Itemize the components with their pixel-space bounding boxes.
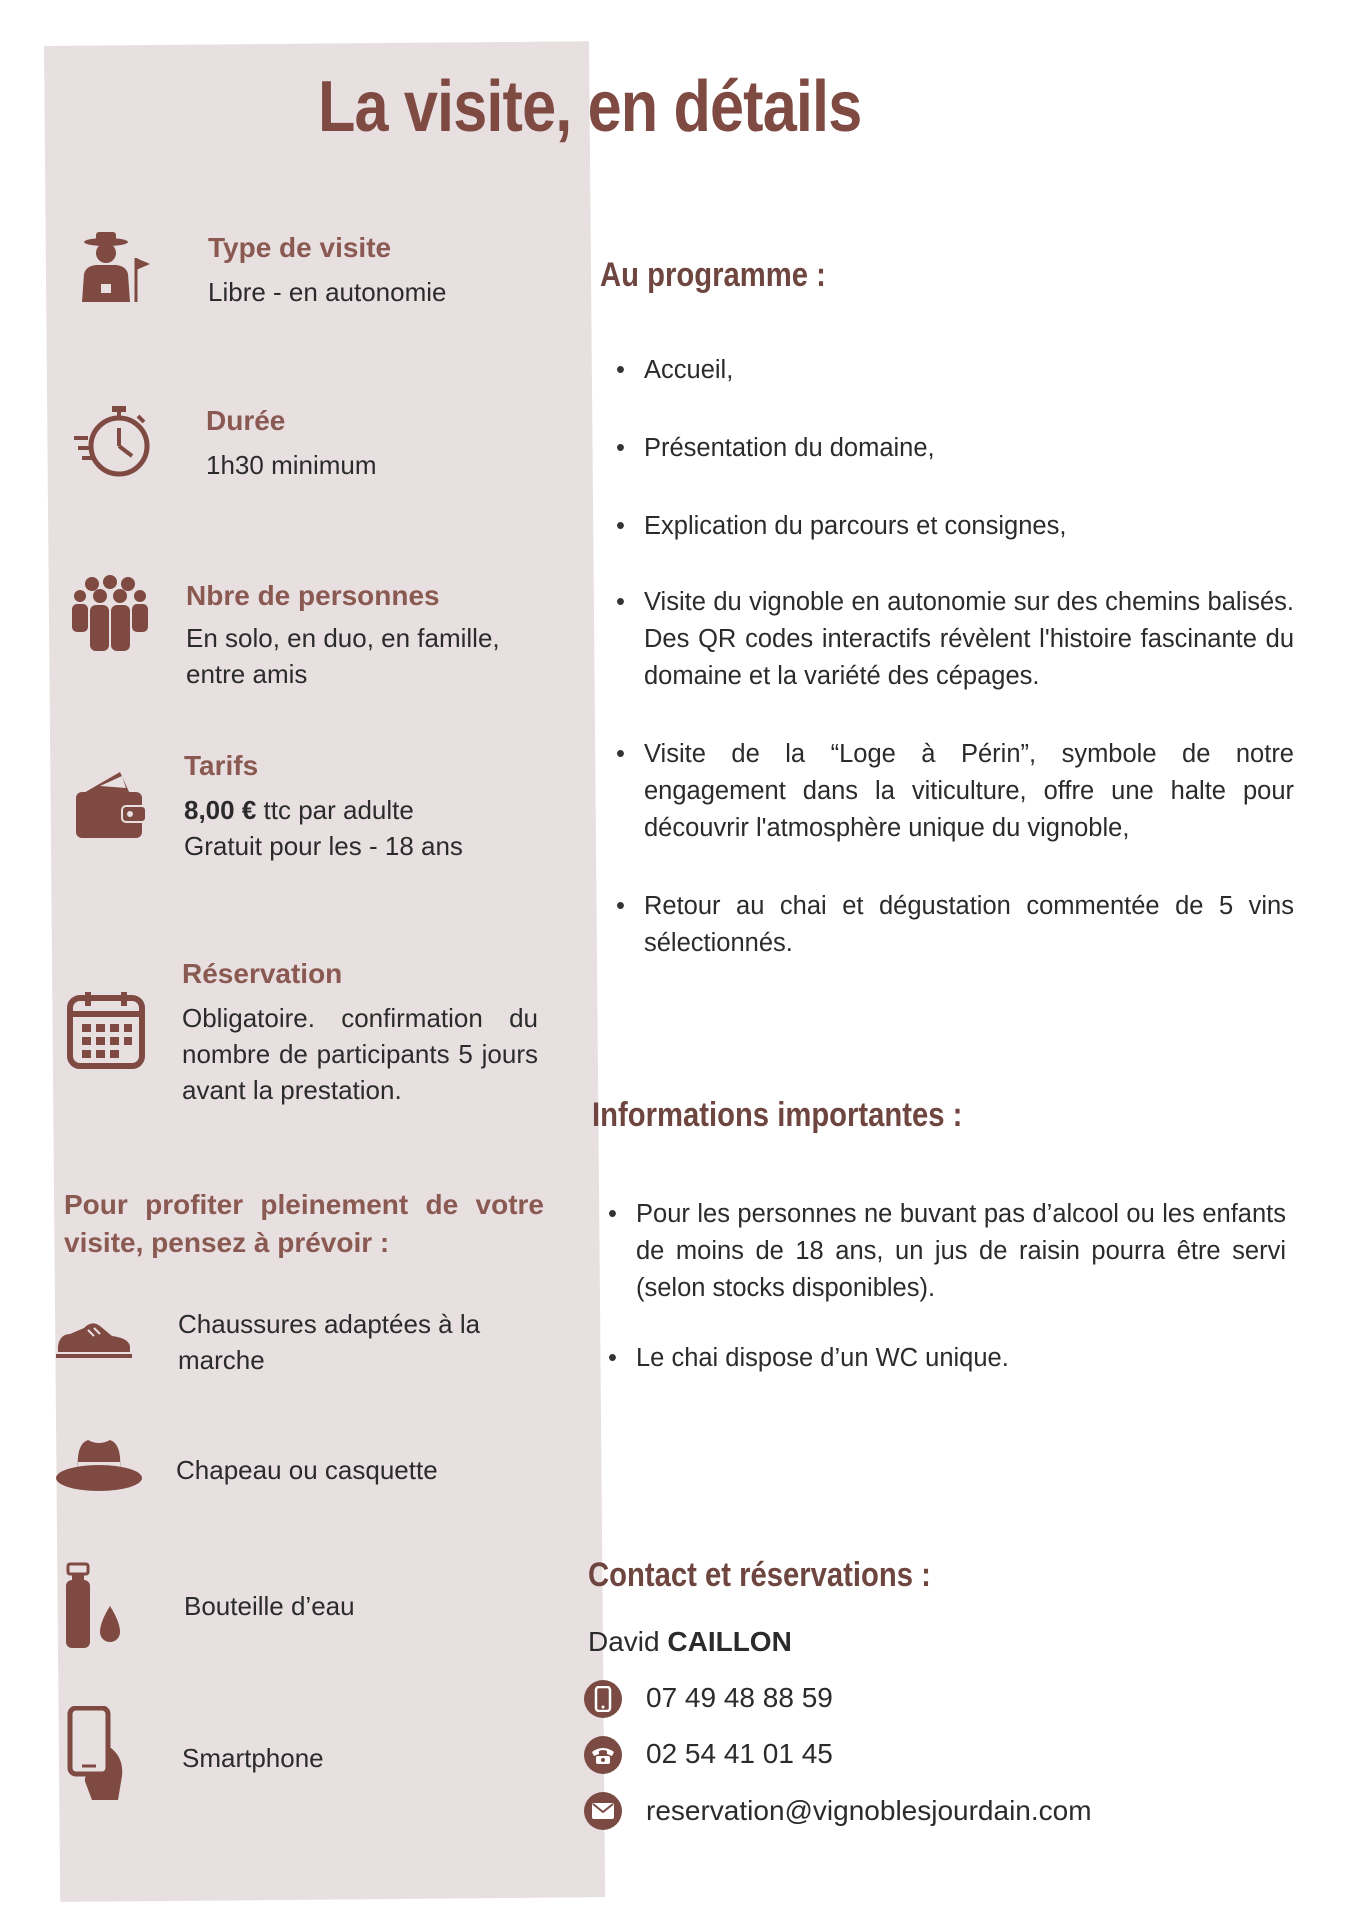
contact-phone[interactable]: 02 54 41 01 45 (646, 1738, 833, 1769)
visit-type-value: Libre - en autonomie (208, 277, 447, 307)
reservation-value: Obligatoire. confirmation du nombre de participants 5 jours avant la prestation. (182, 1003, 538, 1105)
prevoir-item-shoes: Chaussures adaptées à la marche (178, 1309, 481, 1375)
prevoir-item-bottle: Bouteille d’eau (184, 1591, 355, 1621)
group-icon (70, 574, 150, 654)
hat-icon (54, 1436, 144, 1496)
contact-title: Contact et réservations : (588, 1556, 931, 1594)
calendar-icon (66, 990, 146, 1070)
visit-type-heading: Type de visite (208, 232, 392, 263)
list-item: • Pour les personnes ne buvant pas d’alcool ou les enfants de moins de 18 ans, un jus de raisin pourra être servi (selon stocks disponibles). (636, 1196, 1286, 1307)
duration-heading: Durée (206, 405, 286, 436)
group-value: En solo, en duo, en famille, entre amis (186, 623, 500, 689)
stopwatch-icon (72, 402, 152, 482)
list-item: • Le chai dispose d’un WC unique. (636, 1340, 1286, 1377)
email-icon (584, 1792, 622, 1830)
contact-last-name: CAILLON (667, 1626, 792, 1657)
duration-value: 1h30 minimum (206, 450, 377, 480)
price-value (184, 792, 414, 828)
price-heading: Tarifs (184, 750, 259, 781)
list-item: • Présentation du domaine, (644, 430, 1294, 467)
reservation-heading: Réservation (182, 958, 343, 989)
page-title: La visite, en détails (318, 67, 862, 147)
wallet-icon (72, 766, 152, 842)
contact-email[interactable]: reservation@vignoblesjourdain.com (646, 1795, 1092, 1826)
mobile-phone-icon (584, 1680, 622, 1718)
price-amount: 8,00 € (184, 795, 257, 825)
programme-title: Au programme : (600, 256, 826, 294)
list-item: • Retour au chai et dégustation commentée de 5 vins sélectionnés. (644, 888, 1294, 962)
price-free-note: Gratuit pour les - 18 ans (184, 831, 463, 861)
guide-icon (76, 228, 156, 308)
prevoir-title: Pour profiter pleinement de votre visite, pensez à prévoir : (64, 1189, 544, 1258)
list-item: • Accueil, (644, 352, 1294, 389)
price-suffix: ttc par adulte (256, 795, 414, 825)
telephone-icon (584, 1736, 622, 1774)
group-heading: Nbre de personnes (186, 580, 440, 611)
list-item: • Visite de la “Loge à Périn”, symbole de notre engagement dans la viticulture, offre une halte pour découvrir l'atmosphère unique du vignoble, (644, 736, 1294, 847)
contact-first-name: David (588, 1626, 668, 1657)
smartphone-icon (62, 1706, 132, 1802)
list-item: • Visite du vignoble en autonomie sur des chemins balisés. Des QR codes interactifs révèlent l'histoire fascinante du domaine et la variété des cépages. (644, 584, 1294, 695)
contact-mobile[interactable]: 07 49 48 88 59 (646, 1682, 833, 1713)
shoe-icon (54, 1316, 134, 1360)
contact-name (588, 1626, 792, 1658)
water-bottle-icon (62, 1562, 132, 1652)
prevoir-item-hat: Chapeau ou casquette (176, 1455, 438, 1485)
list-item: • Explication du parcours et consignes, (644, 508, 1294, 545)
infos-title: Informations importantes : (592, 1096, 963, 1134)
prevoir-item-phone: Smartphone (182, 1743, 324, 1773)
